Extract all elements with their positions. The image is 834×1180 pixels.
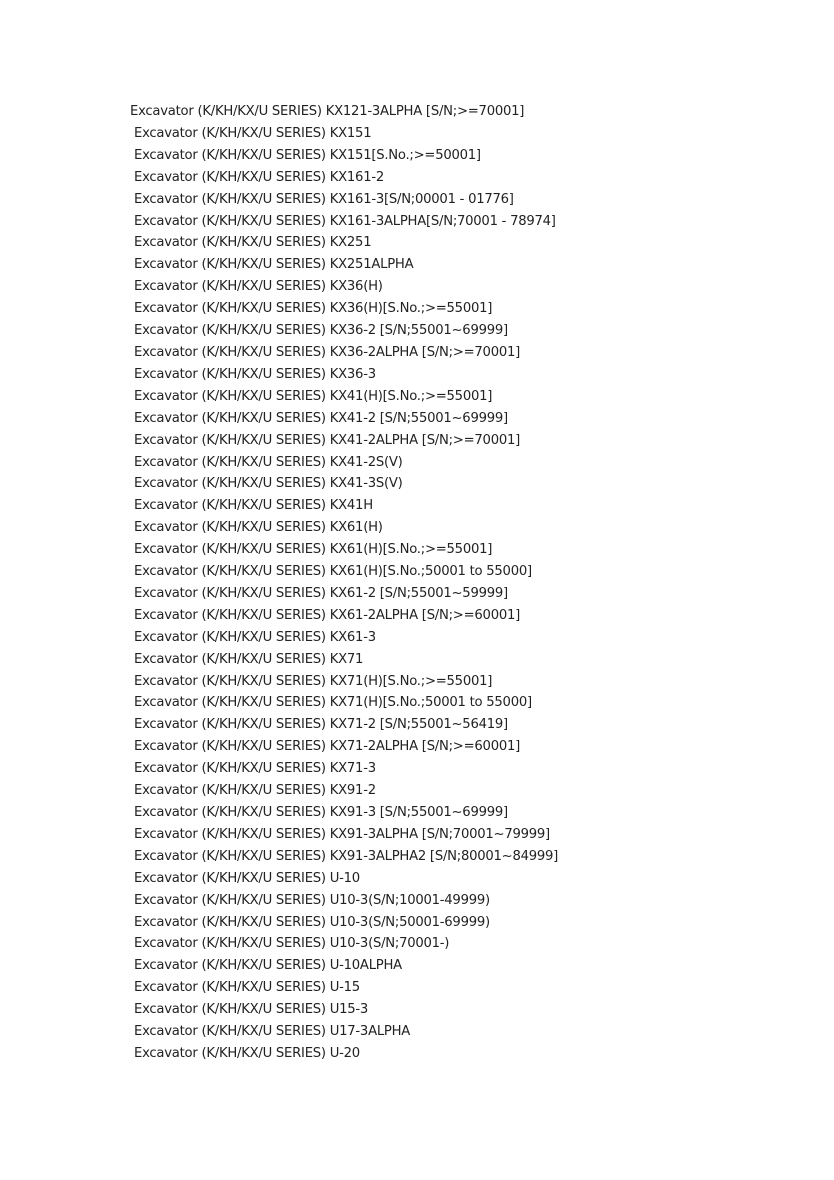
list-item: Excavator (K/KH/KX/U SERIES) KX251ALPHA	[134, 257, 414, 273]
list-item: Excavator (K/KH/KX/U SERIES) KX121-3ALPHA [S/N;>=70001]	[130, 104, 525, 119]
list-item: Excavator (K/KH/KX/U SERIES) KX61(H)	[134, 520, 383, 536]
list-item: Excavator (K/KH/KX/U SERIES) KX71-3	[134, 761, 376, 777]
list-item: Excavator (K/KH/KX/U SERIES) KX161-3ALPHA[S/N;70001 - 78974]	[134, 213, 556, 229]
list-item: Excavator (K/KH/KX/U SERIES) KX61-2ALPHA [S/N;>=60001]	[134, 607, 521, 623]
list-item: Excavator (K/KH/KX/U SERIES) U15-3	[134, 1002, 369, 1018]
list-item: Excavator (K/KH/KX/U SERIES) KX71	[134, 651, 364, 667]
list-item: Excavator (K/KH/KX/U SERIES) KX41-3S(V)	[134, 476, 403, 492]
list-item: Excavator (K/KH/KX/U SERIES) KX91-3ALPHA2 [S/N;80001~84999]	[134, 848, 559, 864]
list-item: Excavator (K/KH/KX/U SERIES) KX61(H)[S.No.;>=55001]	[134, 542, 493, 558]
list-item: Excavator (K/KH/KX/U SERIES) KX36(H)	[134, 279, 383, 295]
list-item: Excavator (K/KH/KX/U SERIES) KX41(H)[S.No.;>=55001]	[134, 388, 493, 404]
list-item: Excavator (K/KH/KX/U SERIES) KX151[S.No.;>=50001]	[134, 147, 481, 163]
list-item: Excavator (K/KH/KX/U SERIES) KX41-2S(V)	[134, 454, 403, 470]
list-item: Excavator (K/KH/KX/U SERIES) KX91-3ALPHA [S/N;70001~79999]	[134, 826, 550, 842]
list-item: Excavator (K/KH/KX/U SERIES) KX91-2	[134, 783, 376, 799]
list-item: Excavator (K/KH/KX/U SERIES) KX61(H)[S.No.;50001 to 55000]	[134, 564, 532, 580]
list-item: Excavator (K/KH/KX/U SERIES) KX41-2ALPHA [S/N;>=70001]	[134, 432, 521, 448]
list-item: Excavator (K/KH/KX/U SERIES) KX36-3	[134, 366, 376, 382]
list-item: Excavator (K/KH/KX/U SERIES) U-10ALPHA	[134, 958, 402, 974]
list-item: Excavator (K/KH/KX/U SERIES) KX71(H)[S.No.;50001 to 55000]	[134, 695, 532, 711]
list-item: Excavator (K/KH/KX/U SERIES) U10-3(S/N;50001-69999)	[134, 914, 490, 930]
model-list	[130, 101, 559, 1065]
list-item: Excavator (K/KH/KX/U SERIES) KX71(H)[S.No.;>=55001]	[134, 673, 493, 689]
list-item: Excavator (K/KH/KX/U SERIES) KX36(H)[S.No.;>=55001]	[134, 301, 493, 317]
list-item: Excavator (K/KH/KX/U SERIES) KX36-2ALPHA [S/N;>=70001]	[134, 344, 521, 360]
list-item: Excavator (K/KH/KX/U SERIES) KX161-3[S/N;00001 - 01776]	[134, 191, 514, 207]
list-item: Excavator (K/KH/KX/U SERIES) KX251	[134, 235, 372, 251]
list-item: Excavator (K/KH/KX/U SERIES) U10-3(S/N;70001-)	[134, 936, 450, 952]
list-item: Excavator (K/KH/KX/U SERIES) KX161-2	[134, 169, 384, 185]
list-item: Excavator (K/KH/KX/U SERIES) KX61-3	[134, 629, 376, 645]
list-item: Excavator (K/KH/KX/U SERIES) U-20	[134, 1045, 360, 1061]
list-item: Excavator (K/KH/KX/U SERIES) KX61-2 [S/N;55001~59999]	[134, 585, 508, 601]
list-item: Excavator (K/KH/KX/U SERIES) KX91-3 [S/N;55001~69999]	[134, 805, 508, 820]
list-item: Excavator (K/KH/KX/U SERIES) KX71-2 [S/N;55001~56419]	[134, 717, 508, 733]
list-item: Excavator (K/KH/KX/U SERIES) KX36-2 [S/N;55001~69999]	[134, 323, 508, 339]
list-item: Excavator (K/KH/KX/U SERIES) U-10	[134, 870, 360, 886]
list-item: Excavator (K/KH/KX/U SERIES) U17-3ALPHA	[134, 1024, 411, 1040]
list-item: Excavator (K/KH/KX/U SERIES) U-15	[134, 980, 360, 996]
list-item: Excavator (K/KH/KX/U SERIES) KX41H	[134, 498, 373, 514]
list-item: Excavator (K/KH/KX/U SERIES) KX151	[134, 125, 372, 141]
list-item: Excavator (K/KH/KX/U SERIES) KX71-2ALPHA [S/N;>=60001]	[134, 739, 521, 755]
list-item: Excavator (K/KH/KX/U SERIES) KX41-2 [S/N;55001~69999]	[134, 410, 508, 426]
list-item: Excavator (K/KH/KX/U SERIES) U10-3(S/N;10001-49999)	[134, 892, 490, 908]
